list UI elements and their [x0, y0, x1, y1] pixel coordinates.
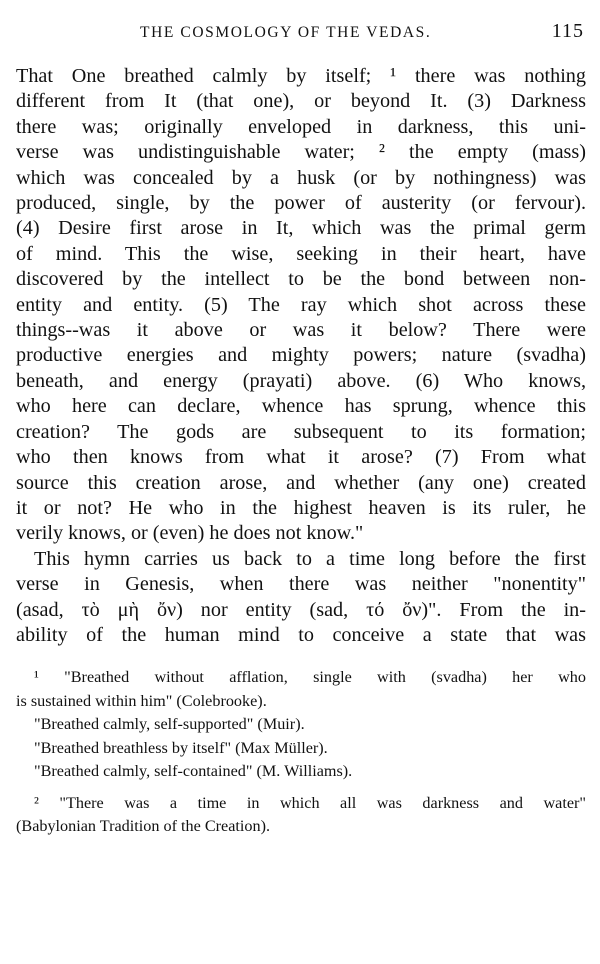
text-line: who here can declare, whence has sprung, whence this [16, 395, 586, 418]
text-line: different from It (that one), or beyond It. (3) Darkness [16, 90, 586, 113]
text-line: there was; originally enveloped in darkness, this uni- [16, 115, 586, 138]
main-text [16, 64, 586, 648]
text-line: things--was it above or was it below? There were [16, 319, 586, 342]
text-line: verse was undistinguishable water; ² the empty (mass) [16, 141, 586, 164]
text-line: (asad, τὸ μὴ ὄν) nor entity (sad, τό ὄν)". From the in- [16, 598, 586, 621]
text-line: productive energies and mighty powers; nature (svadha) [16, 344, 586, 367]
footnote-line: "Breathed calmly, self-supported" (Muir). [34, 715, 305, 734]
text-line: verily knows, or (even) he does not know." [16, 522, 364, 545]
text-line: That One breathed calmly by itself; ¹ there was nothing [16, 65, 586, 87]
text-line: produced, single, by the power of austerity (or fervour). [16, 192, 586, 215]
footnote-line: (Babylonian Tradition of the Creation). [16, 817, 271, 836]
footnote-line: ² "There was a time in which all was darkness and water" [34, 793, 586, 812]
text-line: verse in Genesis, when there was neither "nonentity" [16, 573, 586, 596]
text-line: of mind. This the wise, seeking in their heart, have [16, 242, 586, 265]
footnote-gap [16, 784, 586, 792]
footnote-line: "Breathed breathless by itself" (Max Müller). [34, 738, 328, 757]
text-line: it or not? He who in the highest heaven is its ruler, he [16, 496, 586, 519]
footnotes [16, 666, 586, 839]
text-line: (4) Desire first arose in It, which was the primal germ [16, 217, 586, 240]
page-number: 115 [551, 20, 584, 42]
footnote-line: "Breathed calmly, self-contained" (M. Williams). [34, 762, 353, 781]
text-line: ability of the human mind to conceive a state that was [16, 623, 586, 646]
running-title: THE COSMOLOGY OF THE VEDAS. [140, 24, 432, 41]
text-line: discovered by the intellect to be the bond between non- [16, 268, 586, 291]
page-header [16, 0, 586, 40]
text-line: entity and entity. (5) The ray which shot across these [16, 293, 586, 316]
text-line: beneath, and energy (prayati) above. (6) Who knows, [16, 369, 586, 392]
footnote-line: is sustained within him" (Colebrooke). [16, 691, 267, 710]
text-line: This hymn carries us back to a time long before the first [34, 547, 586, 570]
footnote-line: ¹ "Breathed without afflation, single with (svadha) her who [34, 668, 586, 687]
text-line: source this creation arose, and whether (any one) created [16, 471, 586, 494]
text-line: who then knows from what it arose? (7) From what [16, 446, 586, 469]
text-line: which was concealed by a husk (or by nothingness) was [16, 166, 586, 189]
text-line: creation? The gods are subsequent to its formation; [16, 420, 586, 443]
